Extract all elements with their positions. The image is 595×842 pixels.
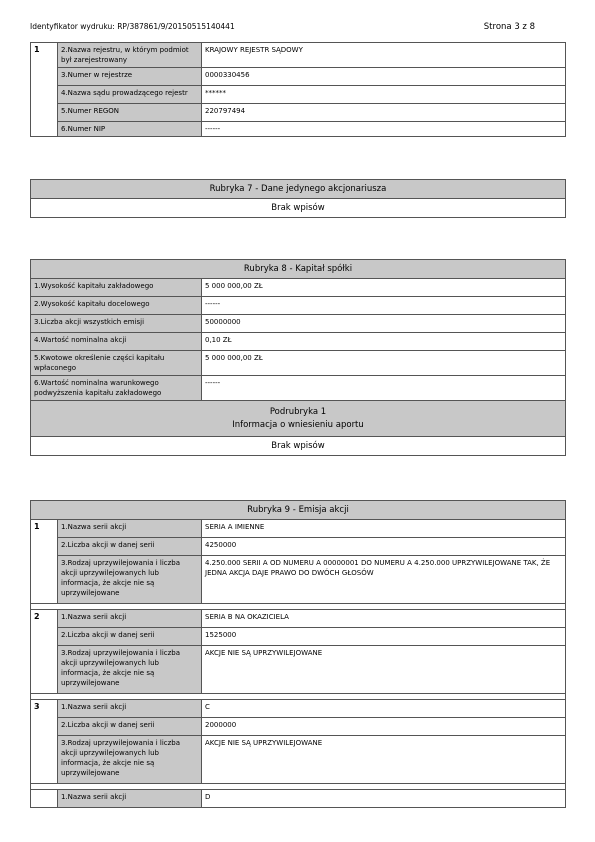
field-value: ------ xyxy=(202,297,566,315)
field-label: 2.Liczba akcji w danej serii xyxy=(58,718,202,736)
field-label: 3.Rodzaj uprzywilejowania i liczba akcji uprzywilejowanych lub informacja, że akcje nie są uprzywilejowane xyxy=(58,556,202,604)
field-label: 6.Wartość nominalna warunkowego podwyższenia kapitału zakładowego xyxy=(31,376,202,401)
table-row xyxy=(31,122,566,137)
field-label: 6.Numer NIP xyxy=(58,122,202,137)
field-value: 5 000 000,00 ZŁ xyxy=(202,351,566,376)
field-label: 5.Kwotowe określenie części kapitału wpłaconego xyxy=(31,351,202,376)
section-title: Rubryka 9 - Emisja akcji xyxy=(31,501,566,520)
print-identifier: Identyfikator wydruku: RP/387861/9/20150515140441 xyxy=(30,22,235,31)
field-value: KRAJOWY REJESTR SĄDOWY xyxy=(202,43,566,68)
field-value: C xyxy=(202,700,566,718)
field-value: 220797494 xyxy=(202,104,566,122)
table-row xyxy=(31,610,566,628)
field-label: 2.Wysokość kapitału docelowego xyxy=(31,297,202,315)
field-label: 2.Nazwa rejestru, w którym podmiot był zarejestrowany xyxy=(58,43,202,68)
row-number: 1 xyxy=(31,520,58,604)
no-entries-text: Brak wpisów xyxy=(31,199,566,218)
section-title: Rubryka 8 - Kapitał spółki xyxy=(31,260,566,279)
field-label: 3.Liczba akcji wszystkich emisji xyxy=(31,315,202,333)
table-row xyxy=(31,104,566,122)
field-value: 0000330456 xyxy=(202,68,566,86)
section-title: Rubryka 7 - Dane jedynego akcjonariusza xyxy=(31,180,566,199)
table-row xyxy=(31,333,566,351)
field-value: 5 000 000,00 ZŁ xyxy=(202,279,566,297)
rubric-7-table xyxy=(30,179,566,218)
row-number: 2 xyxy=(31,610,58,694)
field-value: 4250000 xyxy=(202,538,566,556)
subsection-title-line-1: Podrubryka 1 xyxy=(269,406,327,417)
table-row xyxy=(31,700,566,718)
table-row xyxy=(31,43,566,68)
table-row xyxy=(31,790,566,808)
table-row xyxy=(31,718,566,736)
field-value: AKCJE NIE SĄ UPRZYWILEJOWANE xyxy=(202,736,566,784)
field-value: SERIA B NA OKAZICIELA xyxy=(202,610,566,628)
table-row xyxy=(31,68,566,86)
field-value: ****** xyxy=(202,86,566,104)
field-label: 1.Nazwa serii akcji xyxy=(58,610,202,628)
subsection-title xyxy=(31,401,566,437)
table-row xyxy=(31,556,566,604)
table-row xyxy=(31,180,566,199)
field-label: 3.Rodzaj uprzywilejowania i liczba akcji uprzywilejowanych lub informacja, że akcje nie są uprzywilejowane xyxy=(58,646,202,694)
row-number: 1 xyxy=(31,43,58,137)
table-row xyxy=(31,315,566,333)
field-label: 1.Nazwa serii akcji xyxy=(58,790,202,808)
registry-table xyxy=(30,42,566,137)
field-value: ------ xyxy=(202,122,566,137)
table-row xyxy=(31,628,566,646)
field-value: D xyxy=(202,790,566,808)
field-value: ------ xyxy=(202,376,566,401)
table-row xyxy=(31,401,566,437)
table-row xyxy=(31,376,566,401)
table-row xyxy=(31,279,566,297)
table-row xyxy=(31,260,566,279)
field-label: 1.Wysokość kapitału zakładowego xyxy=(31,279,202,297)
field-label: 1.Nazwa serii akcji xyxy=(58,700,202,718)
field-value: 1525000 xyxy=(202,628,566,646)
field-label: 1.Nazwa serii akcji xyxy=(58,520,202,538)
field-value: SERIA A IMIENNE xyxy=(202,520,566,538)
no-entries-text: Brak wpisów xyxy=(31,437,566,456)
table-row xyxy=(31,646,566,694)
field-value: 2000000 xyxy=(202,718,566,736)
table-row xyxy=(31,520,566,538)
rubric-9-table xyxy=(30,500,566,808)
field-label: 3.Numer w rejestrze xyxy=(58,68,202,86)
table-row xyxy=(31,437,566,456)
field-value: AKCJE NIE SĄ UPRZYWILEJOWANE xyxy=(202,646,566,694)
table-row xyxy=(31,736,566,784)
page-number: Strona 3 z 8 xyxy=(483,22,535,32)
row-number xyxy=(31,790,58,808)
field-label: 4.Nazwa sądu prowadzącego rejestr xyxy=(58,86,202,104)
subsection-title-line-2: Informacja o wniesieniu aportu xyxy=(232,419,364,430)
table-row xyxy=(31,351,566,376)
field-value: 4.250.000 SERII A OD NUMERU A 00000001 DO NUMERU A 4.250.000 UPRZYWILEJOWANE TAK, ŻE JEDNA AKCJA DAJE PRAWO DO DWÓCH GŁOSÓW xyxy=(202,556,566,604)
field-label: 4.Wartość nominalna akcji xyxy=(31,333,202,351)
field-value: 0,10 ZŁ xyxy=(202,333,566,351)
table-row xyxy=(31,538,566,556)
table-row xyxy=(31,501,566,520)
table-row xyxy=(31,86,566,104)
page-header xyxy=(30,22,535,32)
field-label: 2.Liczba akcji w danej serii xyxy=(58,628,202,646)
field-label: 2.Liczba akcji w danej serii xyxy=(58,538,202,556)
field-value: 50000000 xyxy=(202,315,566,333)
table-row xyxy=(31,297,566,315)
field-label: 3.Rodzaj uprzywilejowania i liczba akcji uprzywilejowanych lub informacja, że akcje nie są uprzywilejowane xyxy=(58,736,202,784)
table-row xyxy=(31,199,566,218)
row-number: 3 xyxy=(31,700,58,784)
rubric-8-table xyxy=(30,259,566,456)
field-label: 5.Numer REGON xyxy=(58,104,202,122)
